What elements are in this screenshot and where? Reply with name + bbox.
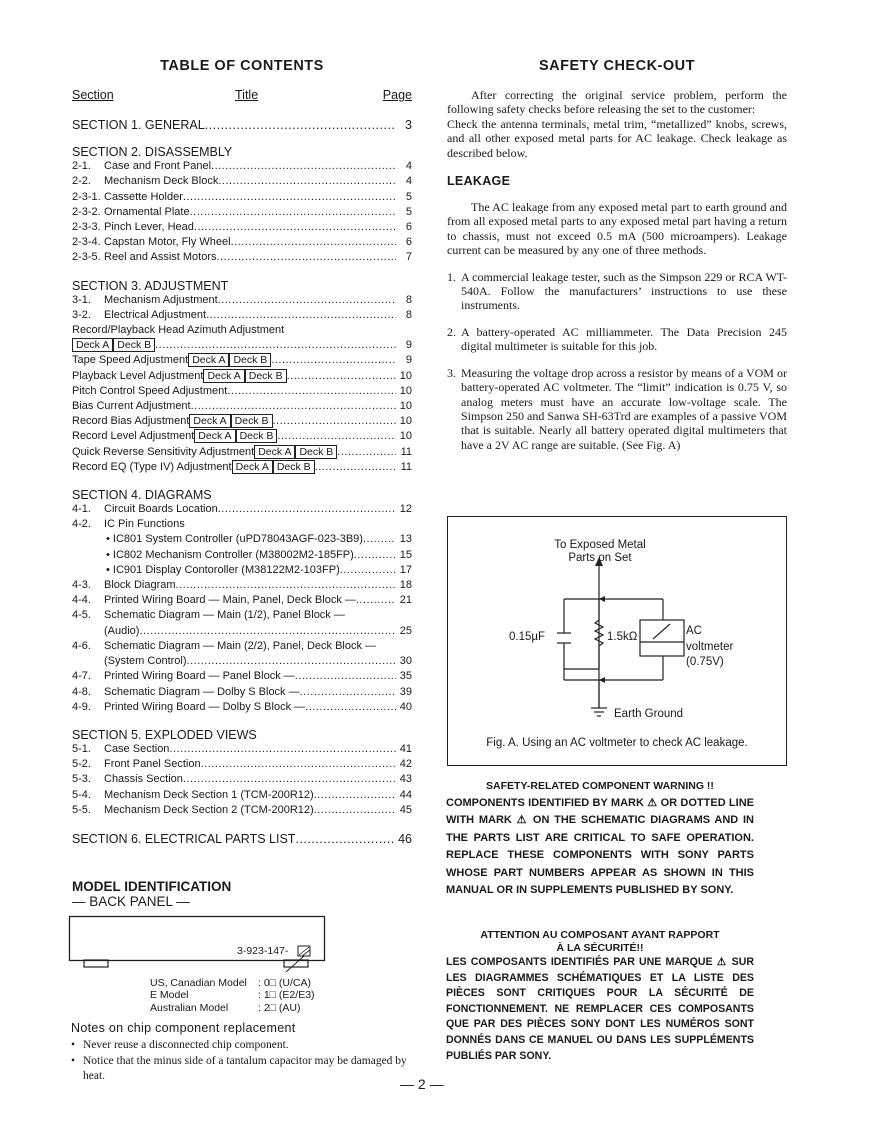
deck-a-tag: Deck A — [72, 338, 113, 352]
fig-capacitor-label: 0.15µF — [509, 631, 546, 643]
toc-entry[interactable]: 4-3. Block Diagram ..... 18 — [72, 578, 412, 593]
toc-entry[interactable]: 2-3-4. Capstan Motor, Fly Wheel ..... 6 — [72, 235, 412, 250]
page-number: — 2 — — [400, 1076, 444, 1092]
toc-entry[interactable]: • IC802 Mechanism Controller (M38002M2-185FP) ..... 15 — [72, 548, 412, 563]
toc-entry[interactable]: Pitch Control Speed Adjustment ..... 10 — [72, 384, 412, 399]
table-of-contents — [72, 58, 412, 847]
toc-entry[interactable]: 4-7. Printed Wiring Board — Panel Block — ..... 35 — [72, 669, 412, 684]
toc-entry[interactable]: 2-3-5. Reel and Assist Motors ..... 7 — [72, 250, 412, 265]
toc-section-5-title: SECTION 5. EXPLODED VIEWS — [72, 727, 257, 742]
fig-caption: Fig. A. Using an AC voltmeter to check AC leakage. — [486, 737, 748, 749]
toc-section-6[interactable]: SECTION 6. ELECTRICAL PARTS LIST ..... 46 — [72, 832, 412, 847]
toc-entry[interactable]: 2-3-2. Ornamental Plate ..... 5 — [72, 205, 412, 220]
safety-intro: After correcting the original service problem, perform the following safety checks before releasing the set to the customer: — [447, 88, 787, 117]
warning-fr-title: ATTENTION AU COMPOSANT AYANT RAPPORT À LA SÉCURITÉ!! — [480, 929, 720, 954]
toc-entry: 4-5. Schematic Diagram — Main (1/2), Panel Block — — [72, 609, 345, 622]
toc-entry[interactable]: 5-1. Case Section ..... 41 — [72, 742, 412, 757]
toc-section-2-title: SECTION 2. DISASSEMBLY — [72, 145, 233, 160]
toc-col-page: Page — [382, 88, 412, 102]
toc-entry: 4-2. IC Pin Functions — [72, 518, 185, 531]
model-title: MODEL IDENTIFICATION — [72, 879, 232, 894]
warning-fr-text: LES COMPOSANTS IDENTIFIÉS PAR UNE MARQUE ⚠ SUR LES DIAGRAMMES SCHÉMATIQUES ET LA LISTE DES PIÈCES SONT CRITIQUES POUR LA SÉCURITÉ DE FONCTIONNEMENT. NE REMPLACER CES COMPOSANTS QUE PAR DES PIÈCES SONY DONT LES NUMÉROS SONT DONNÉS DANS CE MANUEL OU DANS LES SUPPLÉMENTS PUBLIÉS PAR SONY. — [446, 956, 754, 1062]
toc-entry[interactable]: • IC901 Display Contoroller (M38122M2-103FP) ..... 17 — [72, 563, 412, 578]
toc-entry[interactable]: • IC801 System Controller (uPD78043AGF-023-3B9) ..... 13 — [72, 532, 412, 547]
method-1: 1. A commercial leakage tester, such as the Simpson 229 or RCA WT-540A. Follow the manufacturers’ instructions to use these instruments. — [447, 269, 787, 313]
method-2: 2. A battery-operated AC milliammeter. The Data Precision 245 digital multimeter is suitable for this job. — [447, 324, 787, 354]
safety-warning-en — [446, 780, 754, 899]
toc-entry[interactable]: Quick Reverse Sensitivity Adjustment Deck A Deck B ..... 11 — [72, 445, 412, 460]
toc-entry[interactable]: (Audio) ..... 25 — [72, 624, 412, 639]
toc-entry[interactable]: Deck A Deck B ..... 9 — [72, 338, 412, 353]
leakage-title: LEAKAGE — [447, 174, 511, 189]
warning-en-title: SAFETY-RELATED COMPONENT WARNING !! — [486, 780, 714, 792]
toc-entry[interactable]: 3-1. Mechanism Adjustment ..... 8 — [72, 293, 412, 308]
toc-entry[interactable]: 5-3. Chassis Section ..... 43 — [72, 772, 412, 787]
toc-entry[interactable]: 3-2. Electrical Adjustment ..... 8 — [72, 308, 412, 323]
label-code: 3-923-147- — [237, 945, 289, 957]
note-item: • Notice that the minus side of a tantalum capacitor may be damaged by heat. — [71, 1055, 407, 1082]
notes-title: Notes on chip component replacement — [71, 1021, 296, 1035]
safety-check-out — [447, 58, 787, 452]
fig-top-label: To Exposed Metal Parts on Set — [554, 539, 646, 564]
note-item: • Never reuse a disconnected chip component. — [71, 1039, 289, 1051]
toc-entry[interactable]: 4-1. Circuit Boards Location ..... 12 — [72, 502, 412, 517]
toc-entry[interactable]: 2-3-1. Cassette Holder ..... 5 — [72, 190, 412, 205]
safety-check: Check the antenna terminals, metal trim, “metallized” knobs, screws, and all other exposed metal parts for AC leakage. Check leakage as described below. — [447, 116, 787, 160]
model-rows: US, Canadian Model : 0□ (U/CA) E Model : 1□ (E2/E3) Australian Model : 2□ (AU) — [150, 977, 315, 1014]
fig-voltmeter-label: AC voltmeter (0.75V) — [686, 625, 734, 668]
toc-entry[interactable]: 2-2. Mechanism Deck Block ..... 4 — [72, 174, 412, 189]
method-3: 3. Measuring the voltage drop across a resistor by means of a VOM or battery-operated AC voltmeter. The “limit” indication is 0.75 V, so analog meters must have an accurate low-voltage scale. The Simpson 250 and Sanwa SH-63Trd are examples of a passive VOM that is suitable. Nearly all battery operated digital multimeters that have a 2V AC range are suitable. (See Fig. A) — [447, 365, 787, 452]
toc-entry[interactable]: 2-1. Case and Front Panel ..... 4 — [72, 159, 412, 174]
safety-title: SAFETY CHECK-OUT — [539, 58, 695, 74]
toc-entry[interactable]: 4-4. Printed Wiring Board — Main, Panel, Deck Block — ..... 21 — [72, 593, 412, 608]
toc-col-title: Title — [235, 88, 259, 102]
chip-notes — [71, 1021, 416, 1083]
model-identification — [72, 879, 412, 909]
model-subtitle: — BACK PANEL — — [72, 894, 190, 909]
toc-entry[interactable]: Playback Level Adjustment Deck A Deck B ..... 10 — [72, 369, 412, 384]
back-panel-drawing — [68, 912, 328, 972]
toc-entry[interactable]: 2-3-3. Pinch Lever, Head ..... 6 — [72, 220, 412, 235]
toc-entry[interactable]: 5-5. Mechanism Deck Section 2 (TCM-200R12) ..... 45 — [72, 803, 412, 818]
figure-a — [447, 516, 787, 766]
warning-en-text: COMPONENTS IDENTIFIED BY MARK ⚠ OR DOTTED LINE WITH MARK ⚠ ON THE SCHEMATIC DIAGRAMS AND IN THE PARTS LIST ARE CRITICAL TO SAFE OPERATION. REPLACE THESE COMPONENTS WITH SONY PARTS WHOSE PART NUMBERS APPEAR AS SHOWN IN THIS MANUAL OR IN SUPPLEMENTS PUBLISHED BY SONY. — [446, 797, 754, 897]
toc-entry[interactable]: Tape Speed Adjustment Deck A Deck B ..... 9 — [72, 353, 412, 368]
toc-header-row — [72, 88, 412, 106]
deck-b-tag: Deck B — [113, 338, 155, 352]
toc-section-1[interactable]: SECTION 1. GENERAL ..... 3 — [72, 118, 412, 133]
toc-entry[interactable]: (System Control) ..... 30 — [72, 654, 412, 669]
leakage-text: The AC leakage from any exposed metal part to earth ground and from all exposed metal parts to any exposed metal part having a return to chassis, must not exceed 0.5 mA (500 microampers). Leakage current can be measured by any one of three methods. — [447, 200, 787, 258]
safety-warning-fr — [446, 929, 754, 1064]
toc-entry[interactable]: 5-2. Front Panel Section ..... 42 — [72, 757, 412, 772]
toc-title: TABLE OF CONTENTS — [160, 58, 324, 74]
toc-col-section: Section — [72, 88, 114, 102]
fig-ground-label: Earth Ground — [614, 708, 684, 720]
toc-entry[interactable]: Record EQ (Type IV) Adjustment Deck A Deck B ..... 11 — [72, 460, 412, 475]
toc-entry[interactable]: 4-9. Printed Wiring Board — Dolby S Block — ..... 40 — [72, 700, 412, 715]
toc-entry-azimuth: Record/Playback Head Azimuth Adjustment — [72, 324, 285, 337]
toc-section-4-title: SECTION 4. DIAGRAMS — [72, 488, 212, 503]
toc-entry[interactable]: Record Bias Adjustment Deck A Deck B ..... 10 — [72, 414, 412, 429]
toc-section-3-title: SECTION 3. ADJUSTMENT — [72, 278, 229, 293]
toc-entry[interactable]: 4-8. Schematic Diagram — Dolby S Block — ..... 39 — [72, 685, 412, 700]
toc-entry: 4-6. Schematic Diagram — Main (2/2), Panel, Deck Block — — [72, 639, 377, 652]
toc-entry[interactable]: Bias Current Adjustment ..... 10 — [72, 399, 412, 414]
toc-entry[interactable]: 5-4. Mechanism Deck Section 1 (TCM-200R12) ..... 44 — [72, 788, 412, 803]
toc-entry[interactable]: Record Level Adjustment Deck A Deck B ..... 10 — [72, 429, 412, 444]
fig-resistor-label: 1.5kΩ — [607, 631, 638, 643]
